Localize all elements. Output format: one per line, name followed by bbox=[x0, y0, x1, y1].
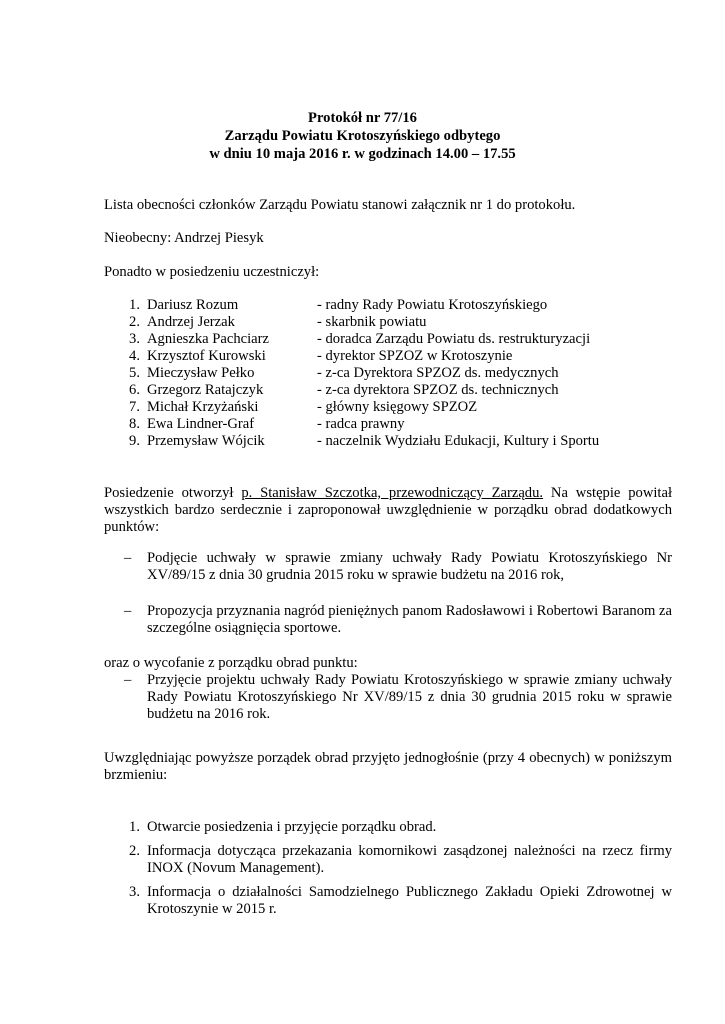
point-line-2: szczególne osiągnięcia sportowe. bbox=[147, 620, 342, 636]
attendee-name: Grzegorz Ratajczyk bbox=[147, 382, 264, 398]
attendee-name: Agnieszka Pachciarz bbox=[147, 331, 269, 347]
attendee-name: Krzysztof Kurowski bbox=[147, 348, 266, 364]
absent-paragraph: Nieobecny: Andrzej Piesyk bbox=[104, 230, 264, 246]
attendee-number: 6. bbox=[129, 382, 140, 398]
agenda-intro-line-2: brzmieniu: bbox=[104, 767, 168, 783]
attendee-number: 3. bbox=[129, 331, 140, 347]
attendee-name: Ewa Lindner-Graf bbox=[147, 416, 255, 432]
title-line-1: Protokół nr 77/16 bbox=[308, 110, 417, 126]
attendee-role: - główny księgowy SPZOZ bbox=[317, 399, 478, 415]
agenda-number: 1. bbox=[129, 819, 140, 835]
agenda-item bbox=[147, 819, 672, 836]
agenda-line-1: Informacja dotycząca przekazania komornikowi zasądzonej należności na rzecz firmy bbox=[147, 843, 672, 859]
opening-line-2: wszystkich bardzo serdecznie i zaproponował uwzględnienie w porządku obrad dodatkowych bbox=[104, 502, 672, 518]
agenda-item bbox=[147, 884, 672, 918]
dash-bullet: – bbox=[124, 672, 132, 688]
title-line-3: w dniu 10 maja 2016 r. w godzinach 14.00 – 17.55 bbox=[209, 146, 516, 162]
protocol-title bbox=[0, 110, 725, 164]
point-line-1: Propozycja przyznania nagród pieniężnych panom Radosławowi i Robertowi Baranom za bbox=[147, 603, 672, 619]
attendee-role: - z-ca dyrektora SPZOZ ds. technicznych bbox=[317, 382, 559, 398]
dash-bullet: – bbox=[124, 603, 132, 619]
attendee-number: 4. bbox=[129, 348, 140, 364]
attendee-name: Przemysław Wójcik bbox=[147, 433, 265, 449]
agenda-intro bbox=[104, 750, 672, 784]
dash-bullet: – bbox=[124, 550, 132, 566]
agenda-item bbox=[147, 843, 672, 877]
attendance-list-paragraph: Lista obecności członków Zarządu Powiatu stanowi załącznik nr 1 do protokołu. bbox=[104, 197, 576, 213]
chairman-name: p. Stanisław Szczotka, przewodniczący Zarządu. bbox=[241, 485, 544, 501]
attendee-role: - dyrektor SPZOZ w Krotoszynie bbox=[317, 348, 513, 364]
attendee-name: Dariusz Rozum bbox=[147, 297, 239, 313]
agenda-line-1: Otwarcie posiedzenia i przyjęcie porządku obrad. bbox=[147, 819, 437, 835]
opening-line-3: punktów: bbox=[104, 519, 160, 535]
attendee-role: - radca prawny bbox=[317, 416, 405, 432]
agenda-line-2: Krotoszynie w 2015 r. bbox=[147, 901, 277, 917]
additional-point bbox=[147, 603, 672, 637]
also-present-paragraph: Ponadto w posiedzeniu uczestniczył: bbox=[104, 264, 320, 280]
agenda-intro-line-1: Uwzględniając powyższe porządek obrad przyjęto jednogłośnie (przy 4 obecnych) w poniższym bbox=[104, 750, 672, 766]
attendee-number: 7. bbox=[129, 399, 140, 415]
agenda-line-1: Informacja o działalności Samodzielnego Publicznego Zakładu Opieki Zdrowotnej w bbox=[147, 884, 672, 900]
attendee-number: 1. bbox=[129, 297, 140, 313]
title-line-2: Zarządu Powiatu Krotoszyńskiego odbytego bbox=[224, 128, 501, 144]
attendee-number: 8. bbox=[129, 416, 140, 432]
attendee-role: - radny Rady Powiatu Krotoszyńskiego bbox=[317, 297, 548, 313]
agenda-number: 2. bbox=[129, 843, 140, 859]
opening-text-end: Na wstępie powitał bbox=[550, 485, 673, 501]
attendee-role: - z-ca Dyrektora SPZOZ ds. medycznych bbox=[317, 365, 559, 381]
attendee-number: 9. bbox=[129, 433, 140, 449]
attendee-role: - doradca Zarządu Powiatu ds. restrukturyzacji bbox=[317, 331, 591, 347]
attendee-role: - naczelnik Wydziału Edukacji, Kultury i Sportu bbox=[317, 433, 600, 449]
attendee-name: Andrzej Jerzak bbox=[147, 314, 235, 330]
attendee-role: - skarbnik powiatu bbox=[317, 314, 427, 330]
additional-point bbox=[147, 550, 672, 584]
withdrawn-line-3: budżetu na 2016 rok. bbox=[147, 706, 271, 722]
withdrawn-point bbox=[147, 672, 672, 723]
opening-text-start: Posiedzenie otworzył bbox=[104, 485, 234, 501]
point-line-2: XV/89/15 z dnia 30 grudnia 2015 roku w sprawie budżetu na 2016 rok, bbox=[147, 567, 565, 583]
attendee-number: 5. bbox=[129, 365, 140, 381]
withdrawn-line-2: Rady Powiatu Krotoszyńskiego Nr XV/89/15 z dnia 30 grudnia 2015 roku w sprawie bbox=[147, 689, 672, 705]
agenda-line-2: INOX (Novum Management). bbox=[147, 860, 325, 876]
attendee-number: 2. bbox=[129, 314, 140, 330]
withdrawn-line-1: Przyjęcie projektu uchwały Rady Powiatu Krotoszyńskiego w sprawie zmiany uchwały bbox=[147, 672, 672, 688]
point-line-1: Podjęcie uchwały w sprawie zmiany uchwały Rady Powiatu Krotoszyńskiego Nr bbox=[147, 550, 672, 566]
opening-paragraph bbox=[104, 485, 672, 536]
withdraw-intro: oraz o wycofanie z porządku obrad punktu: bbox=[104, 655, 358, 671]
attendee-name: Michał Krzyżański bbox=[147, 399, 259, 415]
agenda-number: 3. bbox=[129, 884, 140, 900]
attendee-name: Mieczysław Pełko bbox=[147, 365, 255, 381]
